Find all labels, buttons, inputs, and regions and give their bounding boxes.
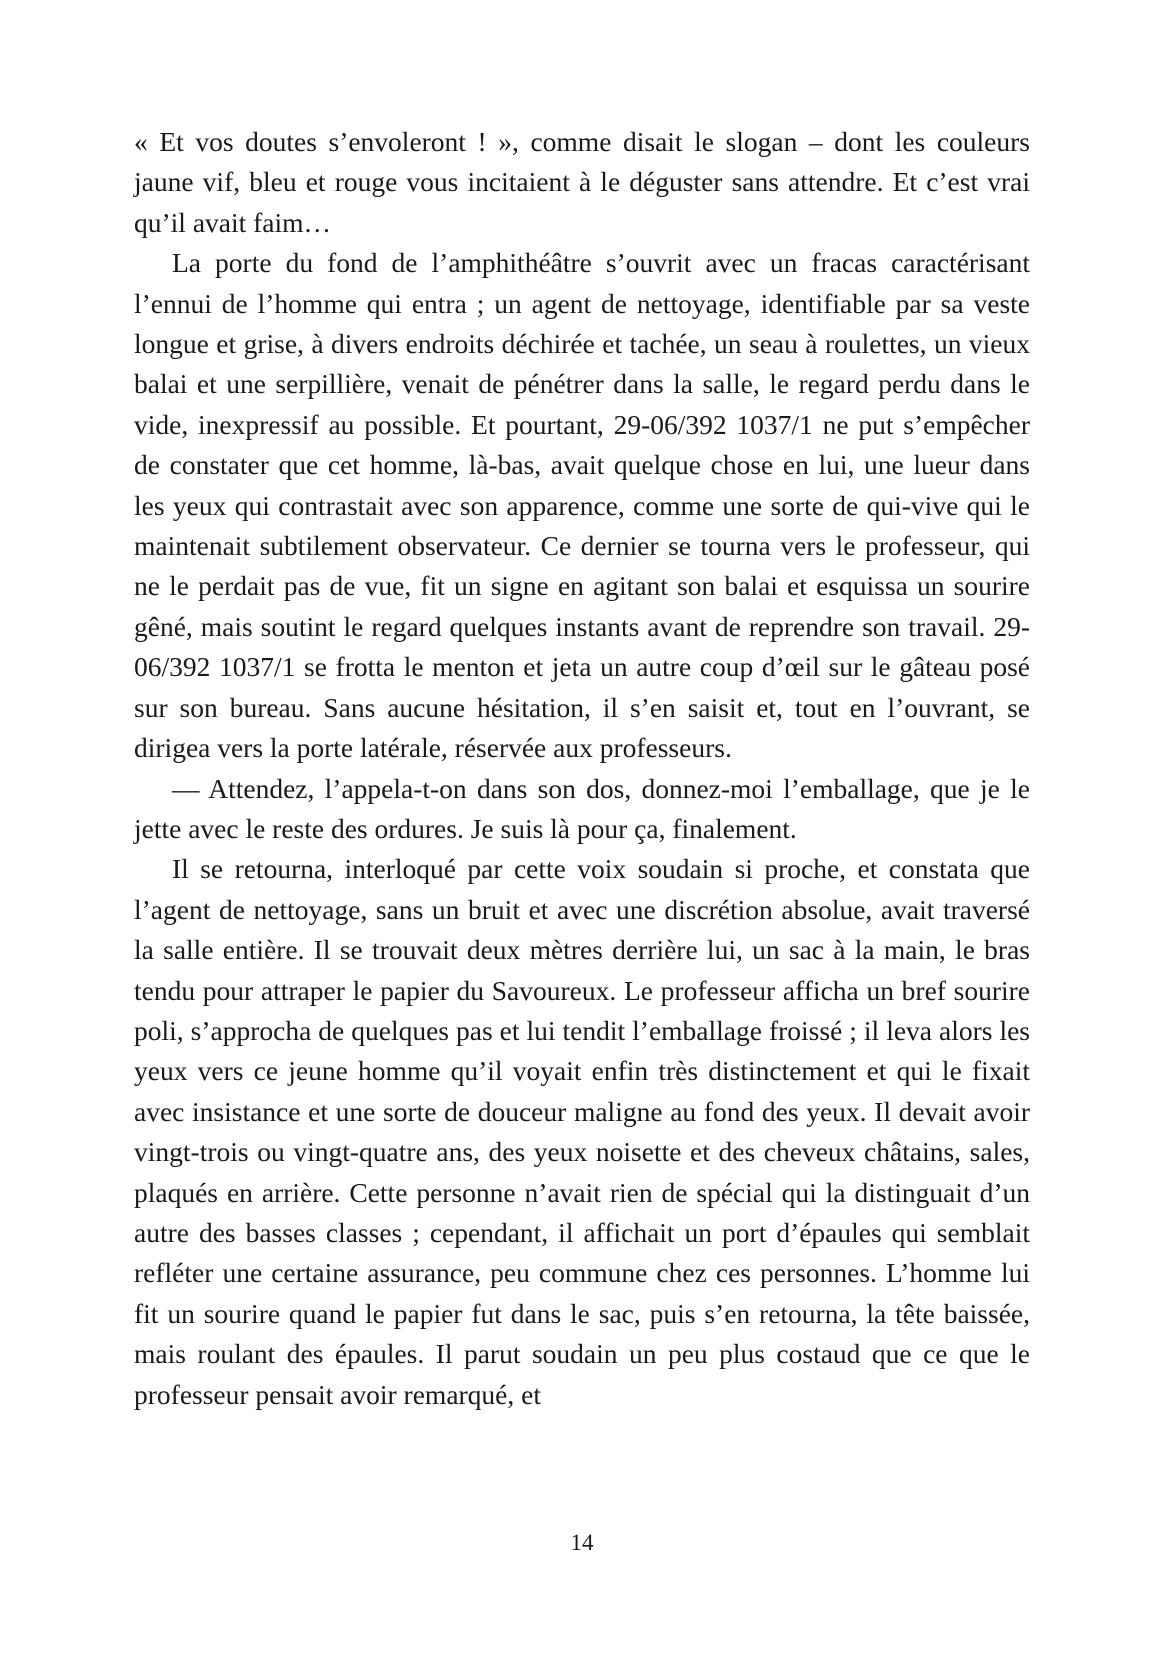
- paragraph-4: Il se retourna, interloqué par cette voix soudain si proche, et constata que l’agent de nettoyage, sans un bruit et avec une discrétion absolue, avait traversé la salle entière. Il se trouvait deux mètres derrière lui, un sac à la main, le bras tendu pour attraper le papier du Savoureux. Le professeur afficha un bref sourire poli, s’approcha de quelques pas et lui tendit l’emballage froissé ; il leva alors les yeux vers ce jeune homme qu’il voyait enfin très distinctement et qui le fixait avec insistance et une sorte de douceur maligne au fond des yeux. Il devait avoir vingt-trois ou vingt-quatre ans, des yeux noisette et des cheveux châtains, sales, plaqués en arrière. Cette personne n’avait rien de spécial qui la distinguait d’un autre des basses classes ; cependant, il affichait un port d’épaules qui semblait refléter une certaine assurance, peu commune chez ces personnes. L’homme lui fit un sourire quand le papier fut dans le sac, puis s’en retourna, la tête baissée, mais roulant des épaules. Il parut soudain un peu plus costaud que ce que le professeur pensait avoir remarqué, et: [134, 853, 1030, 1410]
- paragraph-2: La porte du fond de l’amphithéâtre s’ouvrit avec un fracas caractérisant l’ennui de l’homme qui entra ; un agent de nettoyage, identifiable par sa veste longue et grise, à divers endroits déchirée et tachée, un seau à roulettes, un vieux balai et une serpillière, venait de pénétrer dans la salle, le regard perdu dans le vide, inexpressif au possible. Et pourtant, 29-06/392 1037/1 ne put s’empêcher de constater que cet homme, là-bas, avait quelque chose en lui, une lueur dans les yeux qui contrastait avec son apparence, comme une sorte de qui-vive qui le maintenait subtilement observateur. Ce dernier se tourna vers le professeur, qui ne le perdait pas de vue, fit un signe en agitant son balai et esquissa un sourire gêné, mais soutint le regard quelques instants avant de reprendre son travail. 29-06/392 1037/1 se frotta le menton et jeta un autre coup d’œil sur le gâteau posé sur son bureau. Sans aucune hésitation, il s’en saisit et, tout en l’ouvrant, se dirigea vers la porte latérale, réservée aux professeurs.: [134, 247, 1030, 764]
- paragraph-3-dialogue: — Attendez, l’appela-t-on dans son dos, donnez-moi l’emballage, que je le jette avec le reste des ordures. Je suis là pour ça, finalement.: [134, 772, 1030, 844]
- paragraph-1: « Et vos doutes s’envoleront ! », comme disait le slogan – dont les couleurs jaune vif, bleu et rouge vous incitaient à le déguster sans attendre. Et c’est vrai qu’il avait faim…: [134, 126, 1030, 238]
- page-number: 14: [570, 1530, 594, 1555]
- body-text: [134, 122, 1030, 1415]
